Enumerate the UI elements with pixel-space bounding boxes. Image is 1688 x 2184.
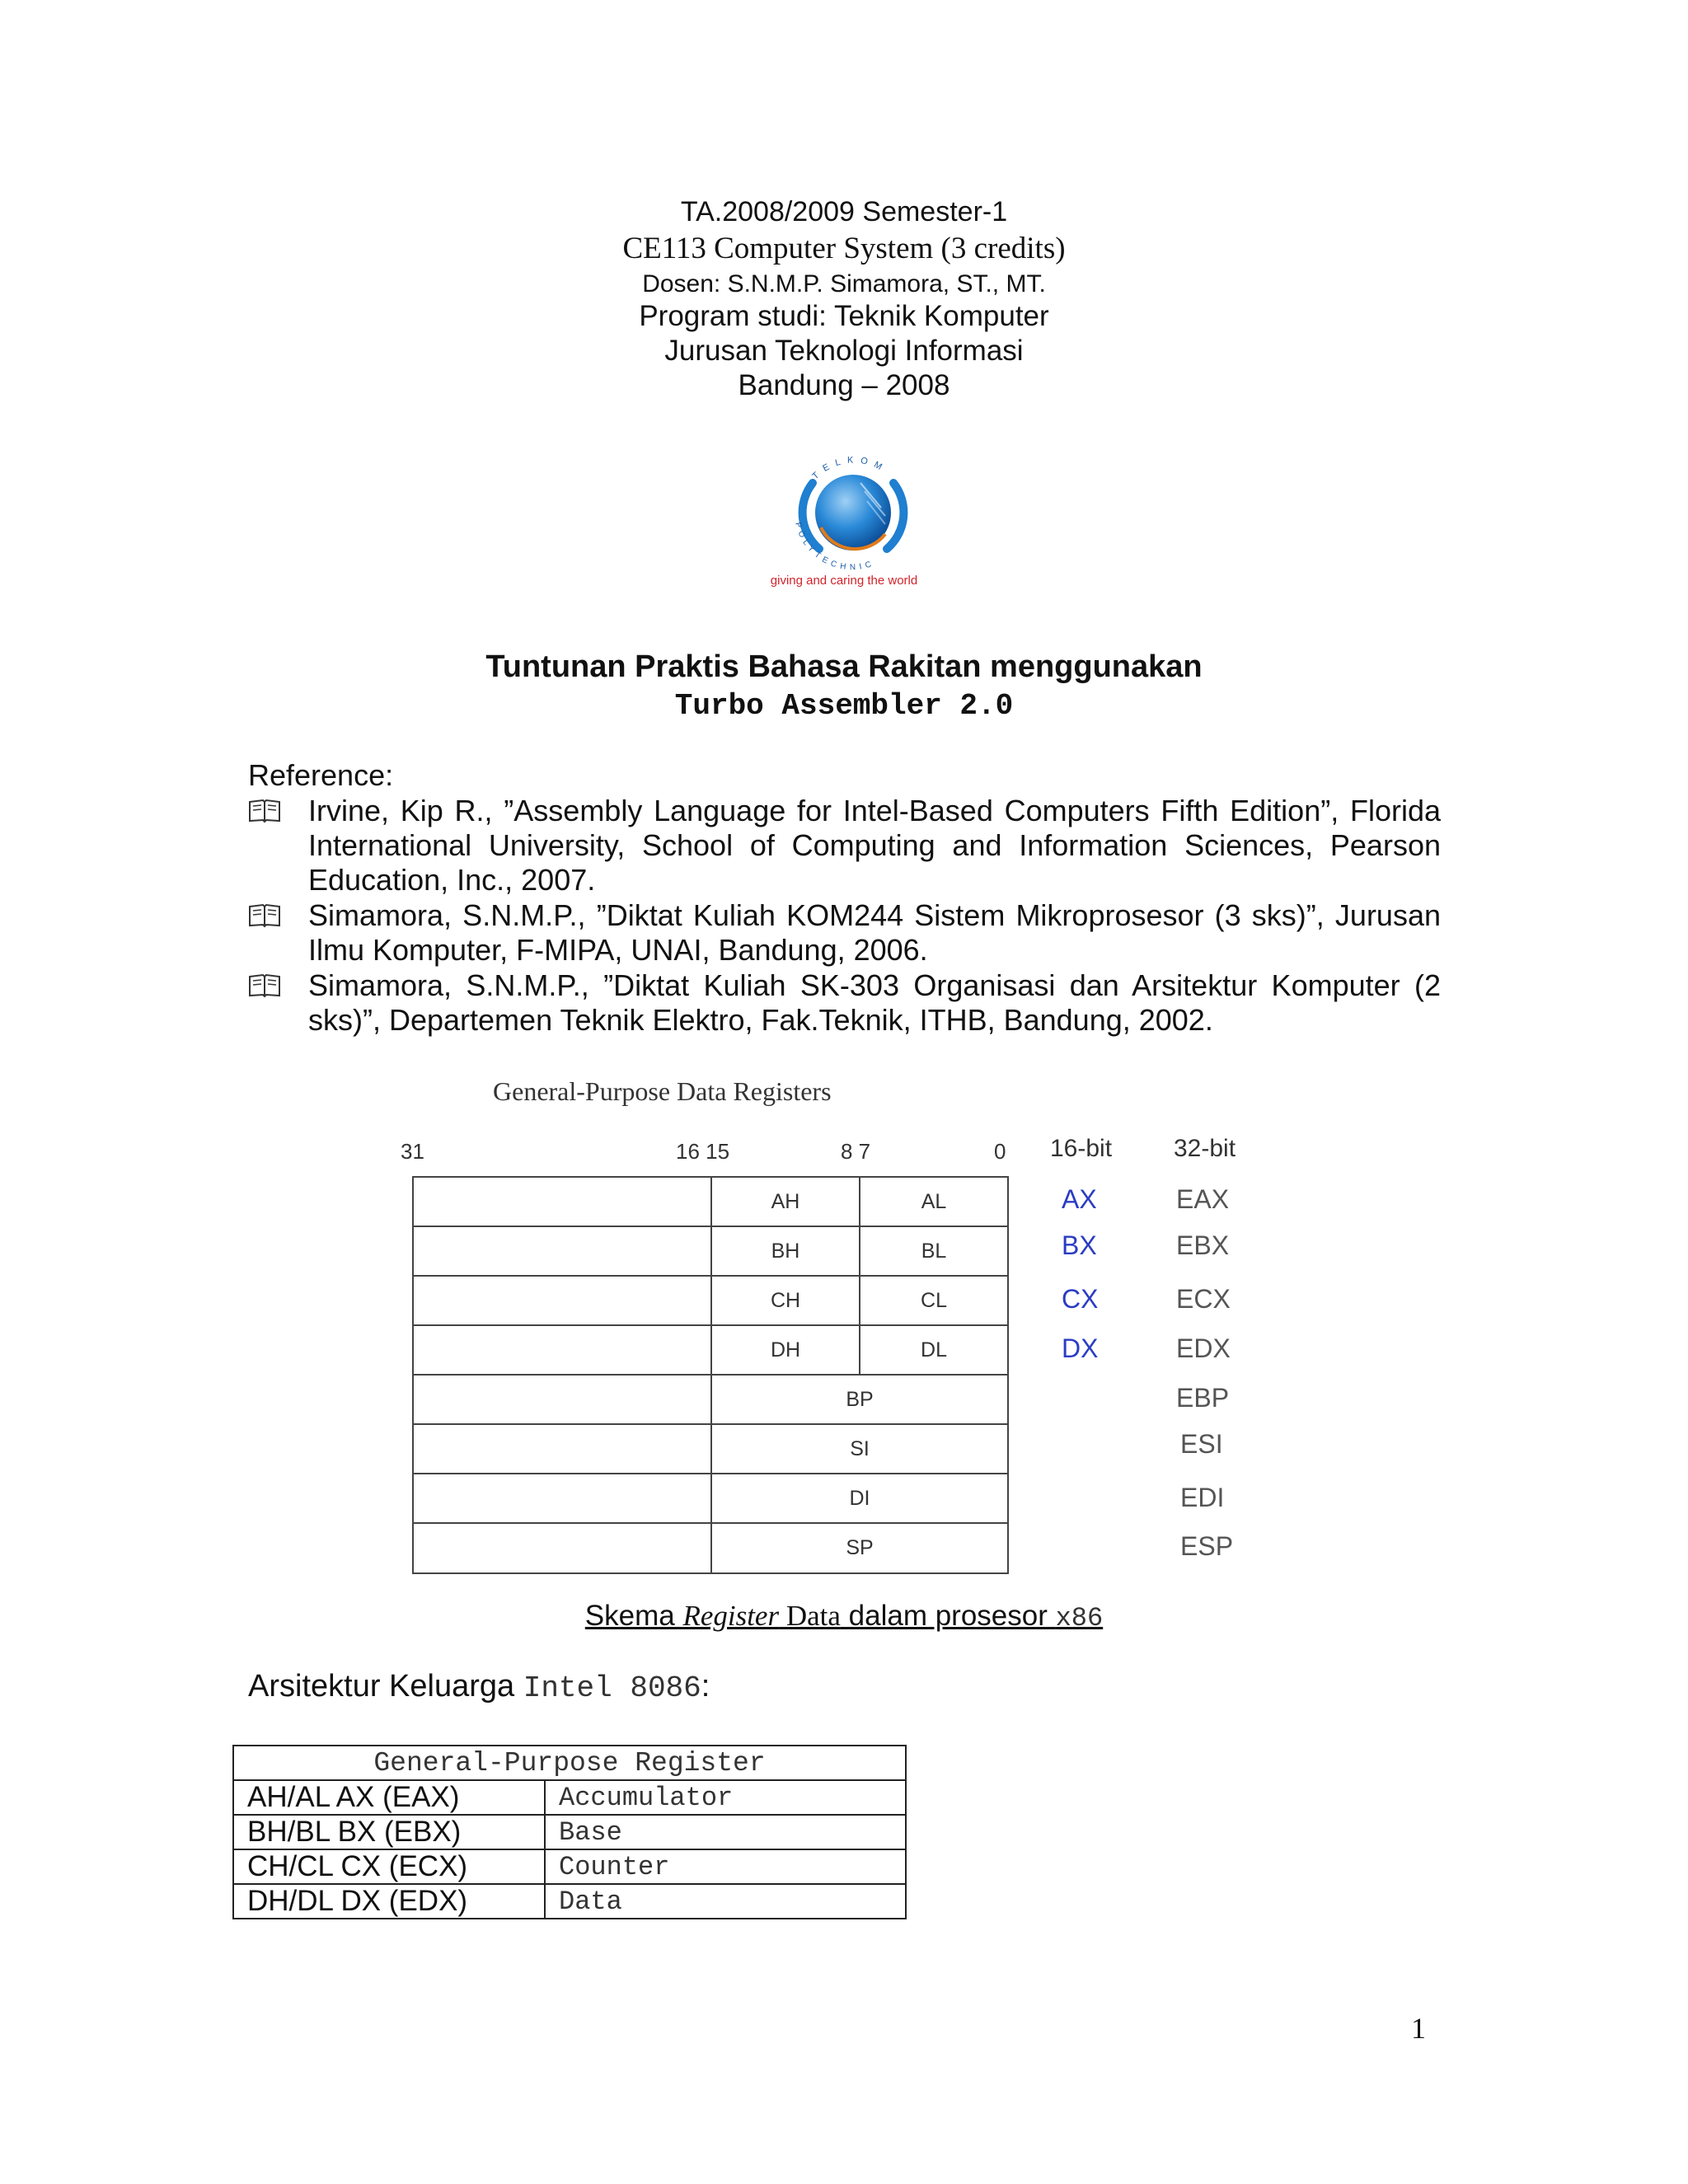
- table-cell-description: Data: [545, 1884, 906, 1919]
- table-row: [233, 1815, 906, 1849]
- upper-16-cell: [414, 1524, 712, 1572]
- reference-text: Simamora, S.N.M.P., ”Diktat Kuliah KOM244 Sistem Mikroprosesor (3 sks)”, Jurusan Ilmu Komputer, F-MIPA, UNAI, Bandung, 2006.: [308, 898, 1441, 967]
- low-word-cell: SI: [850, 1436, 870, 1460]
- high-byte-cell: AH: [712, 1178, 860, 1226]
- reg32-edx: EDX: [1176, 1333, 1231, 1363]
- reg32-ecx: ECX: [1176, 1284, 1231, 1314]
- logo-arc-top: TELKOM: [810, 455, 890, 482]
- register-row-c: [414, 1277, 1007, 1326]
- table-cell-register: AH/AL AX (EAX): [233, 1780, 545, 1815]
- column-16bit-label: 16-bit: [1050, 1135, 1113, 1162]
- table-cell-register: BH/BL BX (EBX): [233, 1815, 545, 1849]
- reference-text: Irvine, Kip R., ”Assembly Language for Intel-Based Computers Fifth Edition”, Florida International University, School of Computing and Information Sciences, Pearson Education, Inc., 2007.: [308, 794, 1441, 897]
- low-word-cell: DI: [849, 1486, 870, 1510]
- figure-caption: [0, 1600, 1688, 1633]
- register-row-si: [414, 1425, 1007, 1474]
- high-byte-cell: BH: [712, 1227, 860, 1275]
- register-row-d: [414, 1326, 1007, 1376]
- bit-31-label: 31: [401, 1139, 424, 1164]
- reg16-cx: CX: [1062, 1284, 1099, 1314]
- table-row: [233, 1780, 906, 1815]
- table-cell-description: Counter: [545, 1849, 906, 1884]
- reference-text: Simamora, S.N.M.P., ”Diktat Kuliah SK-303 Organisasi dan Arsitektur Komputer (2 sks)”, Departemen Teknik Elektro, Fak.Teknik, ITHB, Bandung, 2002.: [308, 968, 1441, 1037]
- book-icon: [248, 973, 281, 998]
- table-header: General-Purpose Register: [233, 1746, 906, 1780]
- upper-16-cell: [414, 1277, 712, 1324]
- document-title: Tuntunan Praktis Bahasa Rakitan menggunakan: [485, 649, 1203, 684]
- low-byte-cell: BL: [921, 1239, 947, 1263]
- section-heading: [248, 1669, 710, 1705]
- caption-part: Skema: [584, 1600, 683, 1632]
- reg32-eax: EAX: [1176, 1184, 1230, 1214]
- register-grid: [412, 1176, 1009, 1574]
- header-city-year: Bandung – 2008: [738, 369, 950, 401]
- caption-part: Register: [682, 1600, 780, 1632]
- gpr-table: [232, 1745, 907, 1919]
- document-subtitle: Turbo Assembler 2.0: [674, 689, 1014, 723]
- register-row-b: [414, 1227, 1007, 1277]
- high-byte-cell: CH: [712, 1277, 860, 1324]
- figure-title: General-Purpose Data Registers: [493, 1076, 832, 1106]
- register-row-di: [414, 1474, 1007, 1524]
- upper-16-cell: [414, 1326, 712, 1374]
- register-row-a: [414, 1178, 1007, 1227]
- caption-part: Data: [779, 1600, 841, 1632]
- header-program: Program studi: Teknik Komputer: [639, 300, 1049, 332]
- reg32-ebp: EBP: [1176, 1383, 1230, 1413]
- table-header-row: [233, 1746, 906, 1780]
- low-word-cell: BP: [846, 1387, 874, 1411]
- register-row-bp: [414, 1376, 1007, 1425]
- caption-part: x86: [1055, 1603, 1104, 1633]
- reference-item: [248, 794, 1441, 898]
- header-course-year: TA.2008/2009 Semester-1: [680, 196, 1008, 227]
- book-icon: [248, 903, 281, 928]
- reg32-esp: ESP: [1180, 1531, 1234, 1561]
- table-cell-register: CH/CL CX (ECX): [233, 1849, 545, 1884]
- reference-label: Reference:: [248, 758, 394, 792]
- table-cell-register: DH/DL DX (EDX): [233, 1884, 545, 1919]
- table-cell-description: Accumulator: [545, 1780, 906, 1815]
- reference-item: [248, 898, 1441, 968]
- heading-part: :: [701, 1669, 710, 1704]
- bit-8-7-label: 8 7: [841, 1139, 871, 1164]
- caption-part: dalam prosesor: [840, 1600, 1056, 1632]
- logo-tagline: giving and caring the world: [770, 574, 918, 588]
- upper-16-cell: [414, 1474, 712, 1522]
- reference-item: [248, 968, 1441, 1038]
- heading-part: Intel 8086: [523, 1671, 701, 1705]
- upper-16-cell: [414, 1178, 712, 1226]
- low-byte-cell: CL: [921, 1288, 947, 1312]
- bit-0-label: 0: [994, 1139, 1006, 1164]
- table-cell-description: Base: [545, 1815, 906, 1849]
- table-row: [233, 1884, 906, 1919]
- upper-16-cell: [414, 1227, 712, 1275]
- reg32-esi: ESI: [1180, 1429, 1223, 1459]
- logo-arc-bottom: POLYTECHNIC: [793, 521, 877, 573]
- low-byte-cell: AL: [921, 1189, 947, 1213]
- low-byte-cell: DL: [921, 1338, 947, 1361]
- reg16-bx: BX: [1062, 1230, 1097, 1260]
- reg32-edi: EDI: [1180, 1483, 1225, 1512]
- page-number: 1: [1411, 2012, 1426, 2045]
- bit-16-15-label: 16 15: [676, 1139, 730, 1164]
- low-word-cell: SP: [846, 1536, 874, 1559]
- upper-16-cell: [414, 1425, 712, 1473]
- reg32-ebx: EBX: [1176, 1230, 1230, 1260]
- high-byte-cell: DH: [712, 1326, 860, 1374]
- heading-part: Arsitektur Keluarga: [248, 1669, 523, 1704]
- header-course-name: CE113 Computer System (3 credits): [622, 232, 1066, 265]
- header-lecturer: Dosen: S.N.M.P. Simamora, ST., MT.: [642, 270, 1046, 298]
- header-department: Jurusan Teknologi Informasi: [664, 335, 1024, 367]
- register-row-sp: [414, 1524, 1007, 1572]
- upper-16-cell: [414, 1376, 712, 1423]
- reg16-ax: AX: [1062, 1184, 1097, 1214]
- reg16-dx: DX: [1062, 1333, 1099, 1363]
- column-32bit-label: 32-bit: [1174, 1135, 1236, 1162]
- book-icon: [248, 799, 281, 823]
- globe-icon: [770, 425, 935, 590]
- telkom-polytechnic-logo: [770, 425, 935, 590]
- table-row: [233, 1849, 906, 1884]
